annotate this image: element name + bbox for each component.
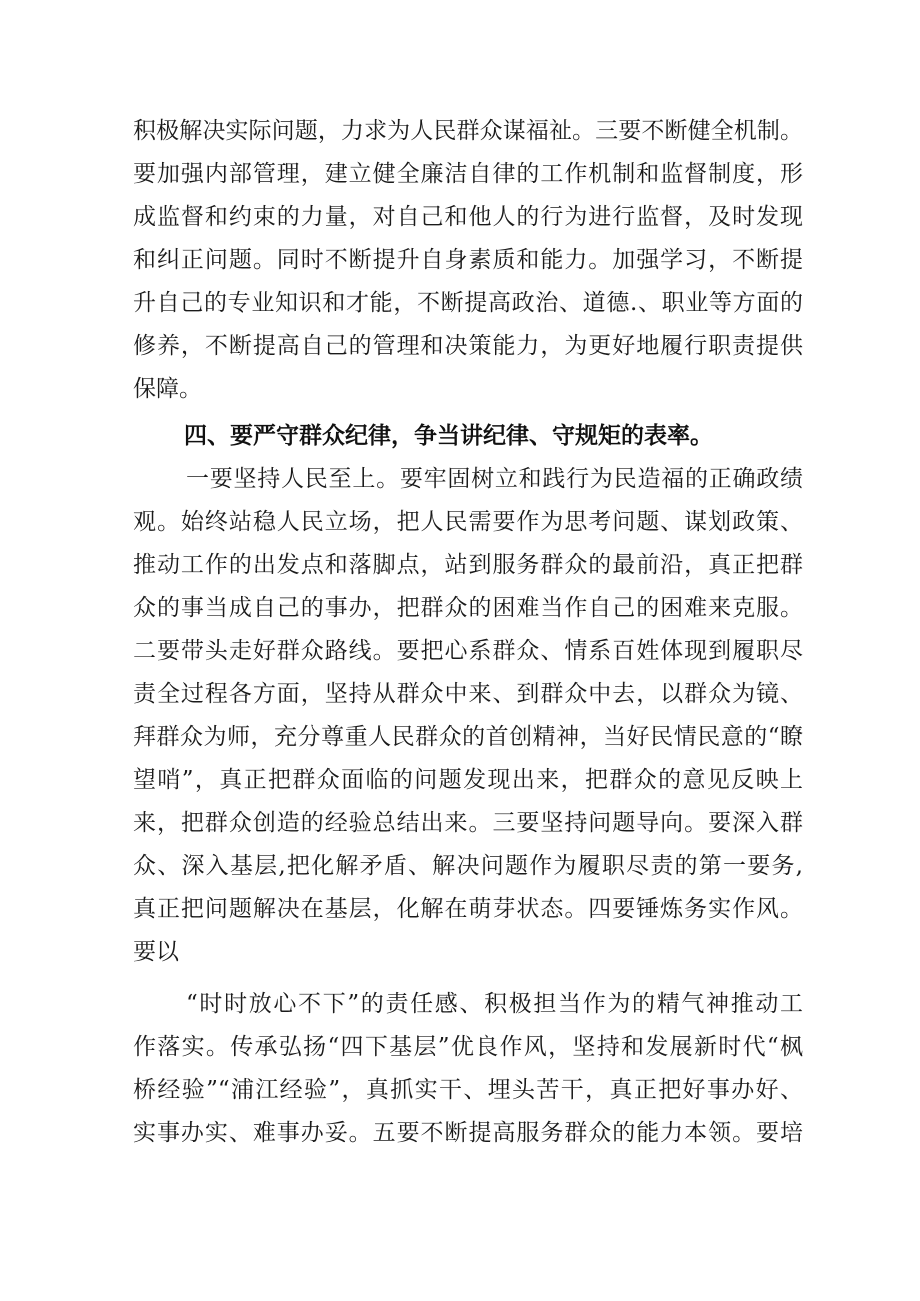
paragraph-line: 要加强内部管理，建立健全廉洁自律的工作机制和监督制度，形 <box>133 161 803 187</box>
paragraph-line: 二要带头走好群众路线。要把心系群众、情系百姓体现到履职尽 <box>133 638 803 664</box>
section-heading: 四、要严守群众纪律，争当讲纪律、守规矩的表率。 <box>184 423 713 449</box>
paragraph-line: 推动工作的出发点和落脚点，站到服务群众的最前沿，真正把群 <box>133 552 803 578</box>
paragraph-line: “时时放心不下”的责任感、积极担当作为的精气神推动工 <box>186 991 803 1017</box>
paragraph-line: 积极解决实际问题，力求为人民群众谋福祉。三要不断健全机制。 <box>133 118 803 144</box>
paragraph-line: 和纠正问题。同时不断提升自身素质和能力。加强学习，不断提 <box>133 247 803 273</box>
paragraph-line: 要以 <box>133 939 179 965</box>
paragraph-line: 真正把问题解决在基层，化解在萌芽状态。四要锤炼务实作风。 <box>133 896 803 922</box>
paragraph-line: 保障。 <box>133 376 202 402</box>
paragraph-line: 作落实。传承弘扬“四下基层”优良作风，坚持和发展新时代“枫 <box>133 1034 803 1060</box>
paragraph-line: 众、深入基层,把化解矛盾、解决问题作为履职尽责的第一要务, <box>133 853 803 879</box>
paragraph-line: 来，把群众创造的经验总结出来。三要坚持问题导向。要深入群 <box>133 810 803 836</box>
paragraph-line: 桥经验”“浦江经验”，真抓实干、埋头苦干，真正把好事办好、 <box>133 1077 803 1103</box>
paragraph-line: 升自己的专业知识和才能，不断提高政治、道德.、职业等方面的 <box>133 290 803 316</box>
paragraph-line: 拜群众为师，充分尊重人民群众的首创精神，当好民情民意的“瞭 <box>133 724 803 750</box>
paragraph-line: 修养，不断提高自己的管理和决策能力，为更好地履行职责提供 <box>133 333 803 359</box>
paragraph-line: 观。始终站稳人民立场，把人民需要作为思考问题、谋划政策、 <box>133 509 803 535</box>
paragraph-line: 实事办实、难事办妥。五要不断提高服务群众的能力本领。要培 <box>133 1120 803 1146</box>
paragraph-line: 成监督和约束的力量，对自己和他人的行为进行监督，及时发现 <box>133 204 803 230</box>
paragraph-line: 责全过程各方面，坚持从群众中来、到群众中去，以群众为镜、 <box>133 681 803 707</box>
paragraph-line: 众的事当成自己的事办，把群众的困难当作自己的困难来克服。 <box>133 595 803 621</box>
paragraph-line: 一要坚持人民至上。要牢固树立和践行为民造福的正确政绩 <box>186 466 803 492</box>
paragraph-line: 望哨”，真正把群众面临的问题发现出来，把群众的意见反映上 <box>133 767 803 793</box>
